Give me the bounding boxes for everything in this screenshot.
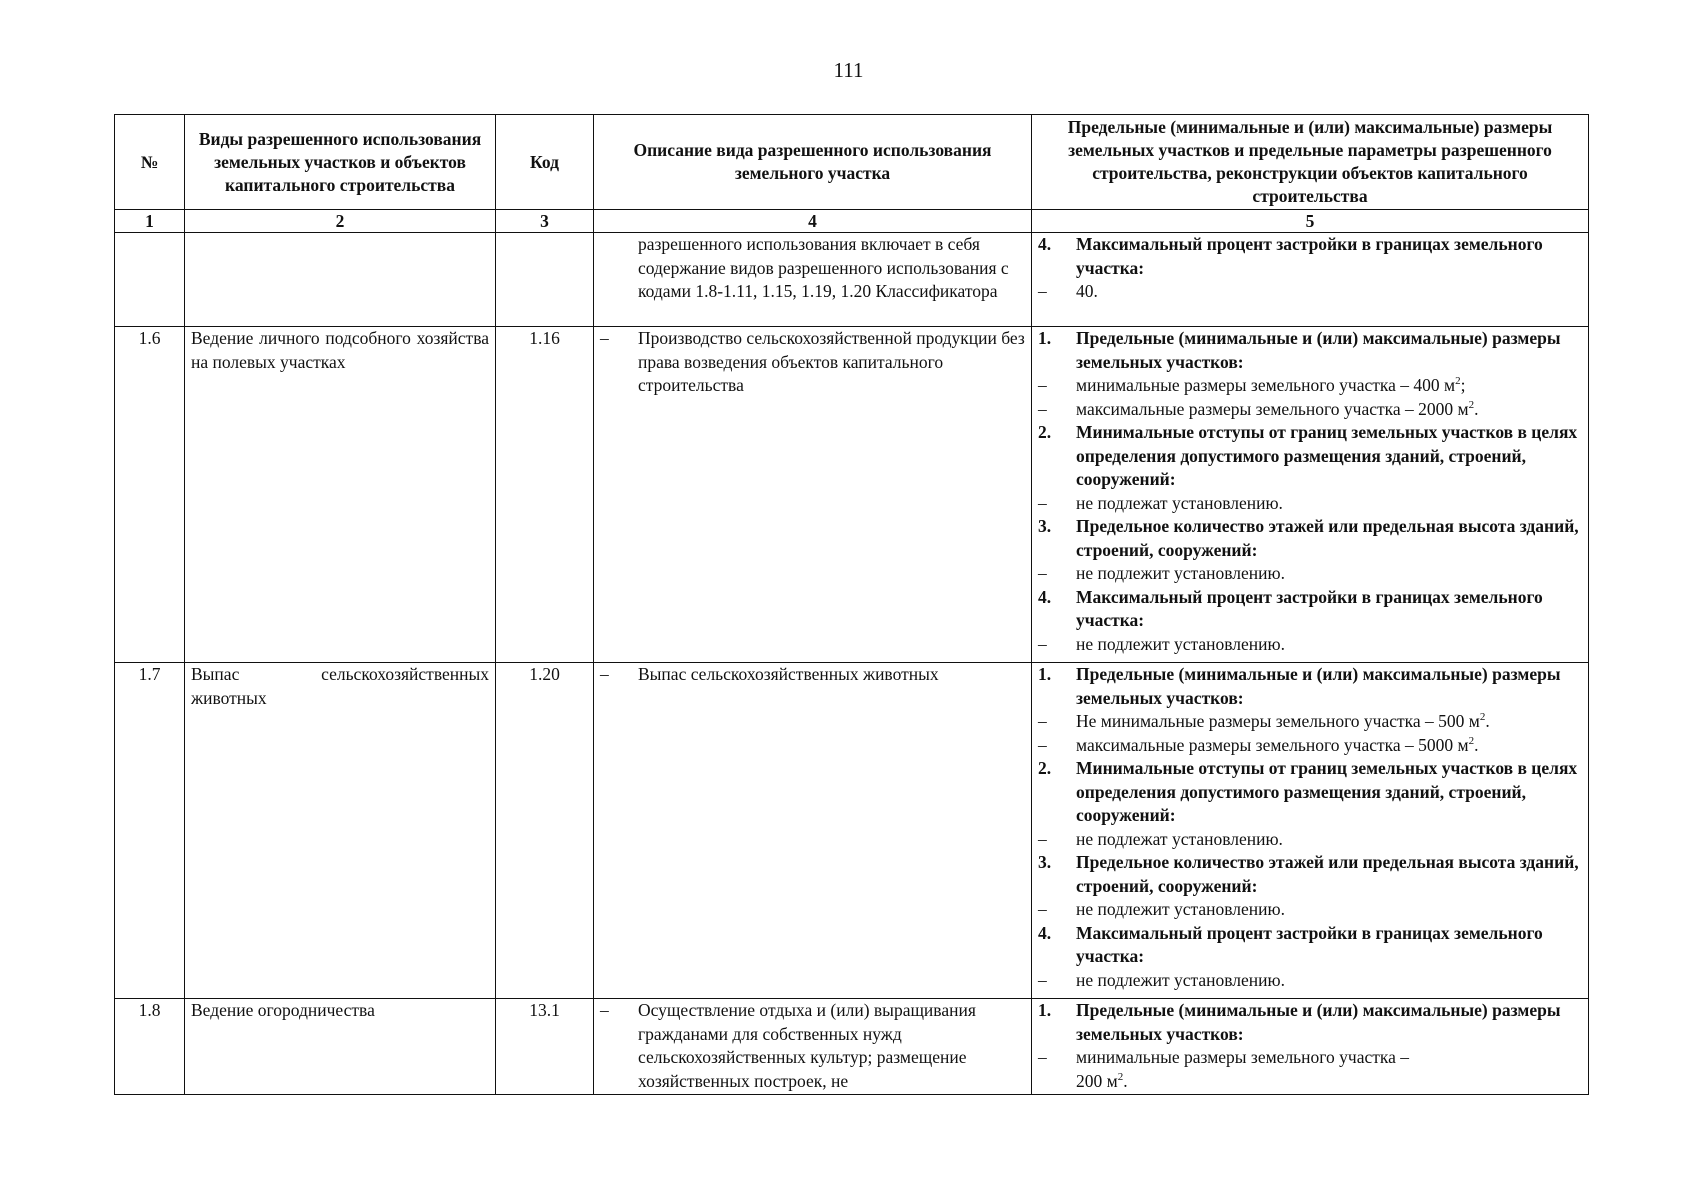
param-value: – не подлежит установлению. (1038, 969, 1285, 990)
cell-desc-text: Осуществление отдыха и (или) выращивания гражданами для собственных нужд сельскохозяйственных культур; размещение хозяйственных построек, не (638, 1000, 976, 1091)
column-number-row (115, 210, 1589, 233)
param-value: – не подлежат установлению. (1038, 828, 1283, 849)
cell-desc (594, 233, 1032, 327)
param-heading: 2. Минимальные отступы от границ земельных участков в целях определения допустимого размещения зданий, строений, сооружений: (1038, 758, 1578, 825)
cell-no: 1.8 (115, 999, 185, 1095)
dash-marker: – (600, 1000, 609, 1020)
param-heading: 1. Предельные (минимальные и (или) максимальные) размеры земельных участков: (1038, 664, 1561, 708)
column-number: 2 (185, 210, 496, 233)
cell-kind (185, 233, 496, 327)
cell-code: 13.1 (496, 999, 594, 1095)
param-heading: 3. Предельное количество этажей или предельная высота зданий, строений, сооружений: (1038, 852, 1579, 896)
param-heading: 2. Минимальные отступы от границ земельных участков в целях определения допустимого размещения зданий, строений, сооружений: (1038, 422, 1578, 489)
cell-desc-text: разрешенного использования включает в себя содержание видов разрешенного использования с кодами 1.8-1.11, 1.15, 1.19, 1.20 Классификатора (638, 234, 1009, 301)
param-value: – не подлежит установлению. (1038, 899, 1285, 919)
land-use-table (114, 114, 1589, 1095)
param-heading: 4. Максимальный процент застройки в границах земельного участка: (1038, 922, 1543, 966)
cell-params (1032, 327, 1589, 663)
cell-desc (594, 663, 1032, 999)
table-row (115, 663, 1589, 999)
column-number: 4 (594, 210, 1032, 233)
table-row (115, 327, 1589, 663)
column-number: 3 (496, 210, 594, 233)
cell-params (1032, 663, 1589, 999)
header-params: Предельные (минимальные и (или) максимальные) размеры земельных участков и предельные параметры разрешенного строительства, реконструкции объектов капитального строительства (1032, 115, 1589, 210)
param-value: – не подлежит установлению. (1038, 563, 1285, 583)
cell-code (496, 233, 594, 327)
table-header-row (115, 115, 1589, 210)
cell-no (115, 233, 185, 327)
header-code: Код (496, 115, 594, 210)
cell-params (1032, 999, 1589, 1095)
param-value: – максимальные размеры земельного участка – 5000 $м^2$. (1038, 734, 1479, 755)
header-desc: Описание вида разрешенного использования земельного участка (594, 115, 1032, 210)
table-row-continuation (115, 233, 1589, 327)
table-row (115, 999, 1589, 1095)
column-number: 1 (115, 210, 185, 233)
param-value: – не подлежит установлению. (1038, 633, 1285, 654)
header-no: № (115, 115, 185, 210)
cell-desc (594, 999, 1032, 1095)
cell-params (1032, 233, 1589, 327)
param-value: – Не минимальные размеры земельного участка – 500 $м^2$. (1038, 711, 1490, 731)
param-heading: 3. Предельное количество этажей или предельная высота зданий, строений, сооружений: (1038, 516, 1579, 560)
page-number: 111 (833, 58, 864, 82)
cell-kind: Выпас сельскохозяйственных животных (185, 663, 496, 999)
column-number: 5 (1032, 210, 1589, 233)
cell-no: 1.6 (115, 327, 185, 663)
cell-no: 1.7 (115, 663, 185, 999)
param-heading: 4. Максимальный процент застройки в границах земельного участка: (1038, 586, 1543, 630)
cell-desc-text: Производство сельскохозяйственной продукции без права возведения объектов капитального строительства (638, 328, 1025, 395)
cell-code: 1.16 (496, 327, 594, 663)
param-heading: 1. Предельные (минимальные и (или) максимальные) размеры земельных участков: (1038, 1000, 1561, 1044)
param-value: – максимальные размеры земельного участка – 2000 $м^2$. (1038, 398, 1479, 419)
param-value: – 40. (1038, 281, 1098, 301)
param-heading: 4. Максимальный процент застройки в границах земельного участка: (1038, 234, 1543, 278)
param-value: – минимальные размеры земельного участка – 400 $м^2$; (1038, 375, 1466, 395)
dash-marker: – (600, 664, 609, 684)
header-kind: Виды разрешенного использования земельных участков и объектов капитального строительства (185, 115, 496, 210)
cell-desc (594, 327, 1032, 663)
cell-kind: Ведение личного подсобного хозяйства на полевых участках (185, 327, 496, 663)
cell-code: 1.20 (496, 663, 594, 999)
param-value: – не подлежат установлению. (1038, 492, 1283, 513)
cell-desc-text: Выпас сельскохозяйственных животных (638, 664, 939, 684)
param-value: – минимальные размеры земельного участка – 200 $м^2$. (1038, 1047, 1410, 1091)
cell-kind: Ведение огородничества (185, 999, 496, 1095)
param-heading: 1. Предельные (минимальные и (или) максимальные) размеры земельных участков: (1038, 328, 1561, 372)
dash-marker: – (600, 328, 609, 348)
